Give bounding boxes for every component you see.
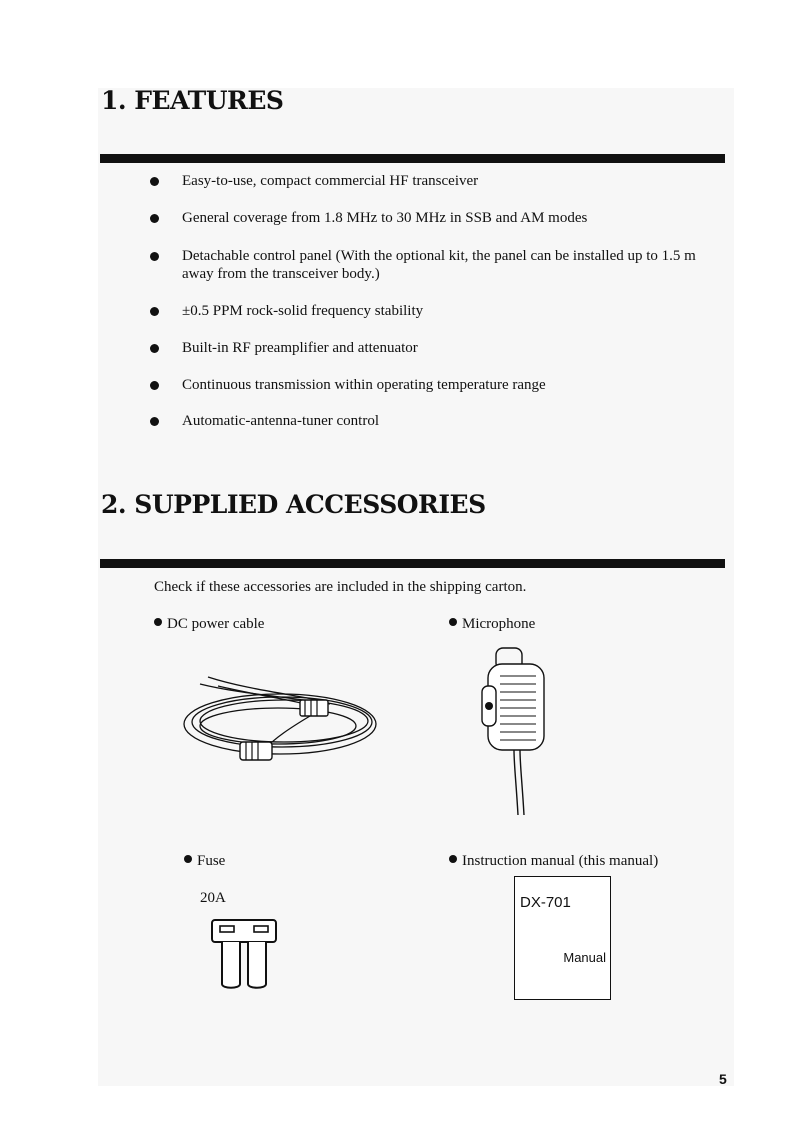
bullet-icon <box>449 618 457 626</box>
feature-text: Built-in RF preamplifier and attenuator <box>182 340 418 356</box>
bullet-icon <box>150 381 159 390</box>
features-rule <box>100 154 725 163</box>
bullet-icon <box>150 307 159 316</box>
bullet-icon <box>150 177 159 186</box>
manual-illustration <box>514 876 611 1000</box>
feature-text: Detachable control panel (With the optional kit, the panel can be installed up to 1.5 m away from the transceiver body.) <box>182 248 696 282</box>
microphone-illustration <box>478 640 558 830</box>
page-number: 5 <box>719 1071 727 1087</box>
bullet-icon <box>184 855 192 863</box>
feature-text: General coverage from 1.8 MHz to 30 MHz in SSB and AM modes <box>182 210 588 226</box>
accessories-intro: Check if these accessories are included in the shipping carton. <box>154 579 527 595</box>
feature-text: Easy-to-use, compact commercial HF transceiver <box>182 173 479 189</box>
bullet-icon <box>150 417 159 426</box>
bullet-icon <box>150 344 159 353</box>
fuse-illustration <box>208 916 280 992</box>
feature-text: Continuous transmission within operating temperature range <box>182 377 546 393</box>
dc-power-cable-illustration <box>180 672 385 777</box>
accessory-label-microphone: Microphone <box>449 616 535 633</box>
bullet-icon <box>449 855 457 863</box>
feature-text: ±0.5 PPM rock-solid frequency stability <box>182 303 424 319</box>
accessory-label-manual: Instruction manual (this manual) <box>449 853 658 870</box>
features-heading: 1. FEATURES <box>101 86 284 115</box>
bullet-icon <box>154 618 162 626</box>
manual-subtitle: Manual <box>563 950 606 965</box>
feature-text: Automatic-antenna-tuner control <box>182 413 380 429</box>
accessories-heading: 2. SUPPLIED ACCESSORIES <box>101 490 486 519</box>
manual-title: DX-701 <box>520 894 571 911</box>
fuse-rating: 20A <box>200 890 226 906</box>
bullet-icon <box>150 214 159 223</box>
accessory-label-dc-cable: DC power cable <box>154 616 264 633</box>
bullet-icon <box>150 252 159 261</box>
accessory-label-fuse: Fuse <box>184 853 225 870</box>
accessories-rule <box>100 559 725 568</box>
